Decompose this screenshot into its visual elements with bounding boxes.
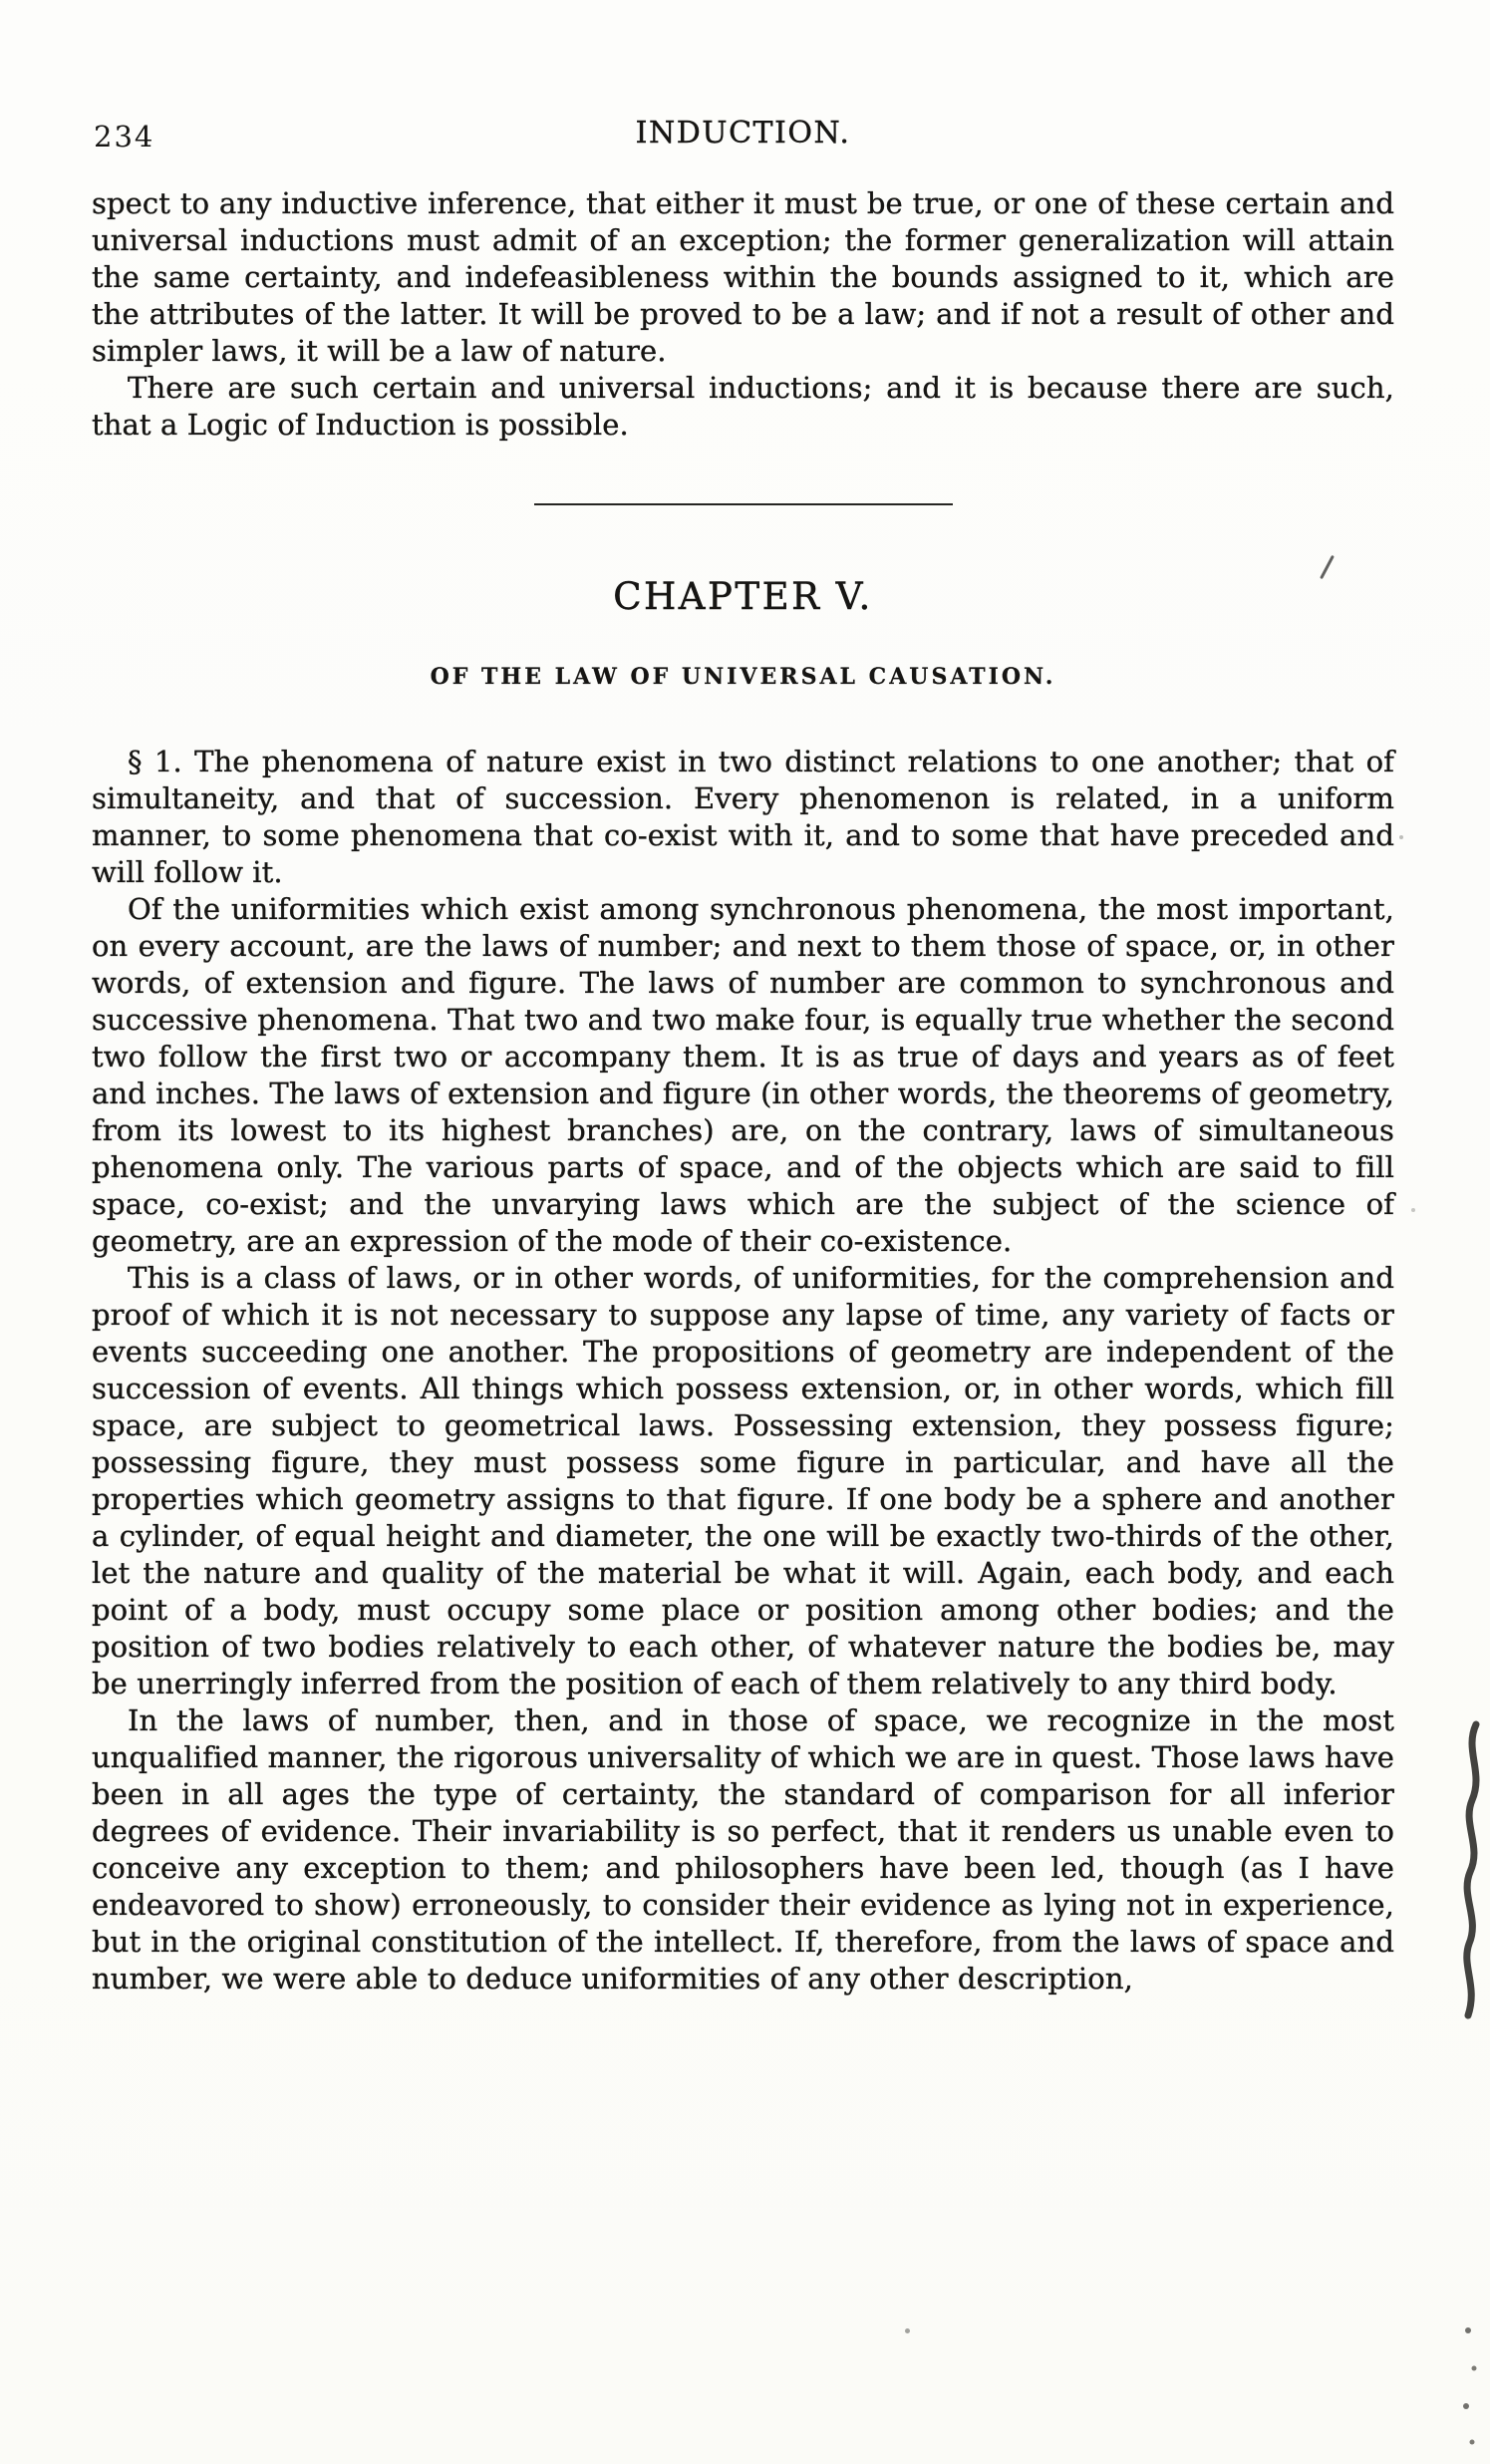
- page-number: 234: [94, 120, 155, 154]
- chapter-title: CHAPTER V.: [613, 575, 873, 618]
- paragraph-continuation: spect to any inductive inference, that either it must be true, or one of these certain and universal inductions must admit of an exception; the former generalization will attain the same certainty, and indefeasibleness within the bounds assigned to it, which are the attributes of the latter. It will be proved to be a law; and if not a result of other and simpler laws, it will be a law of nature.: [92, 186, 1394, 368]
- paragraph-section-1: § 1. The phenomena of nature exist in two distinct relations to one another; that of simultaneity, and that of succession. Every phenomenon is related, in a uniform manner, to some phenomena that co-exist with it, and to some that have preceded and will follow it.: [92, 745, 1394, 889]
- ink-smudge: [1454, 1720, 1488, 2019]
- scan-dot: [905, 2328, 910, 2333]
- paragraph: This is a class of laws, or in other words, of uniformities, for the comprehension and proof of which it is not necessary to suppose any lapse of time, any variety of facts or events succeeding one another. The propositions of geometry are independent of the succession of events. All things which possess extension, or, in other words, which fill space, are subject to geometrical laws. Possessing extension, they possess figure; possessing figure, they must possess some figure in particular, and have all the properties which geometry assigns to that figure. If one body be a sphere and another a cylinder, of equal height and diameter, the one will be exactly two-thirds of the other, let the nature and quality of the material be what it will. Again, each body, and each point of a body, must occupy some place or position among other bodies; and the position of two bodies relatively to each other, of whatever nature the bodies be, may be unerringly inferred from the position of each of them relatively to any third body.: [92, 1261, 1394, 1700]
- chapter-subtitle: OF THE LAW OF UNIVERSAL CAUSATION.: [430, 664, 1056, 690]
- section-divider-rule: [534, 503, 953, 505]
- scan-dot: [1399, 835, 1403, 839]
- paragraph: Of the uniformities which exist among synchronous phenomena, the most important, on every account, are the laws of number; and next to them those of space, or, in other words, of extension and figure. The laws of number are common to synchronous and successive phenomena. That two and two make four, is equally true whether the second two follow the first two or accompany them. It is as true of days and years as of feet and inches. The laws of extension and figure (in other words, the theorems of geometry, from its lowest to its highest branches) are, on the contrary, laws of simultaneous phenomena only. The various parts of space, and of the objects which are said to fill space, co-exist; and the unvarying laws which are the subject of the science of geometry, are an expression of the mode of their co-existence.: [92, 892, 1394, 1258]
- page-content: [92, 116, 1394, 1998]
- scan-specks: [1456, 2322, 1486, 2452]
- paragraph: There are such certain and universal inductions; and it is because there are such, that a Logic of Induction is possible.: [92, 371, 1394, 442]
- running-head: INDUCTION.: [635, 116, 851, 151]
- chapter-body: [92, 744, 1394, 1998]
- page-header: [92, 116, 1394, 159]
- paragraph: In the laws of number, then, and in those of space, we recognize in the most unqualified manner, the rigorous universality of which we are in quest. Those laws have been in all ages the type of certainty, the standard of comparison for all inferior degrees of evidence. Their invariability is so perfect, that it renders us unable even to conceive any exception to them; and philosophers have been led, though (as I have endeavored to show) erroneously, to consider their evidence as lying not in experience, but in the original constitution of the intellect. If, therefore, from the laws of space and number, we were able to deduce uniformities of any other description,: [92, 1703, 1394, 1996]
- scan-dot: [1411, 1208, 1415, 1212]
